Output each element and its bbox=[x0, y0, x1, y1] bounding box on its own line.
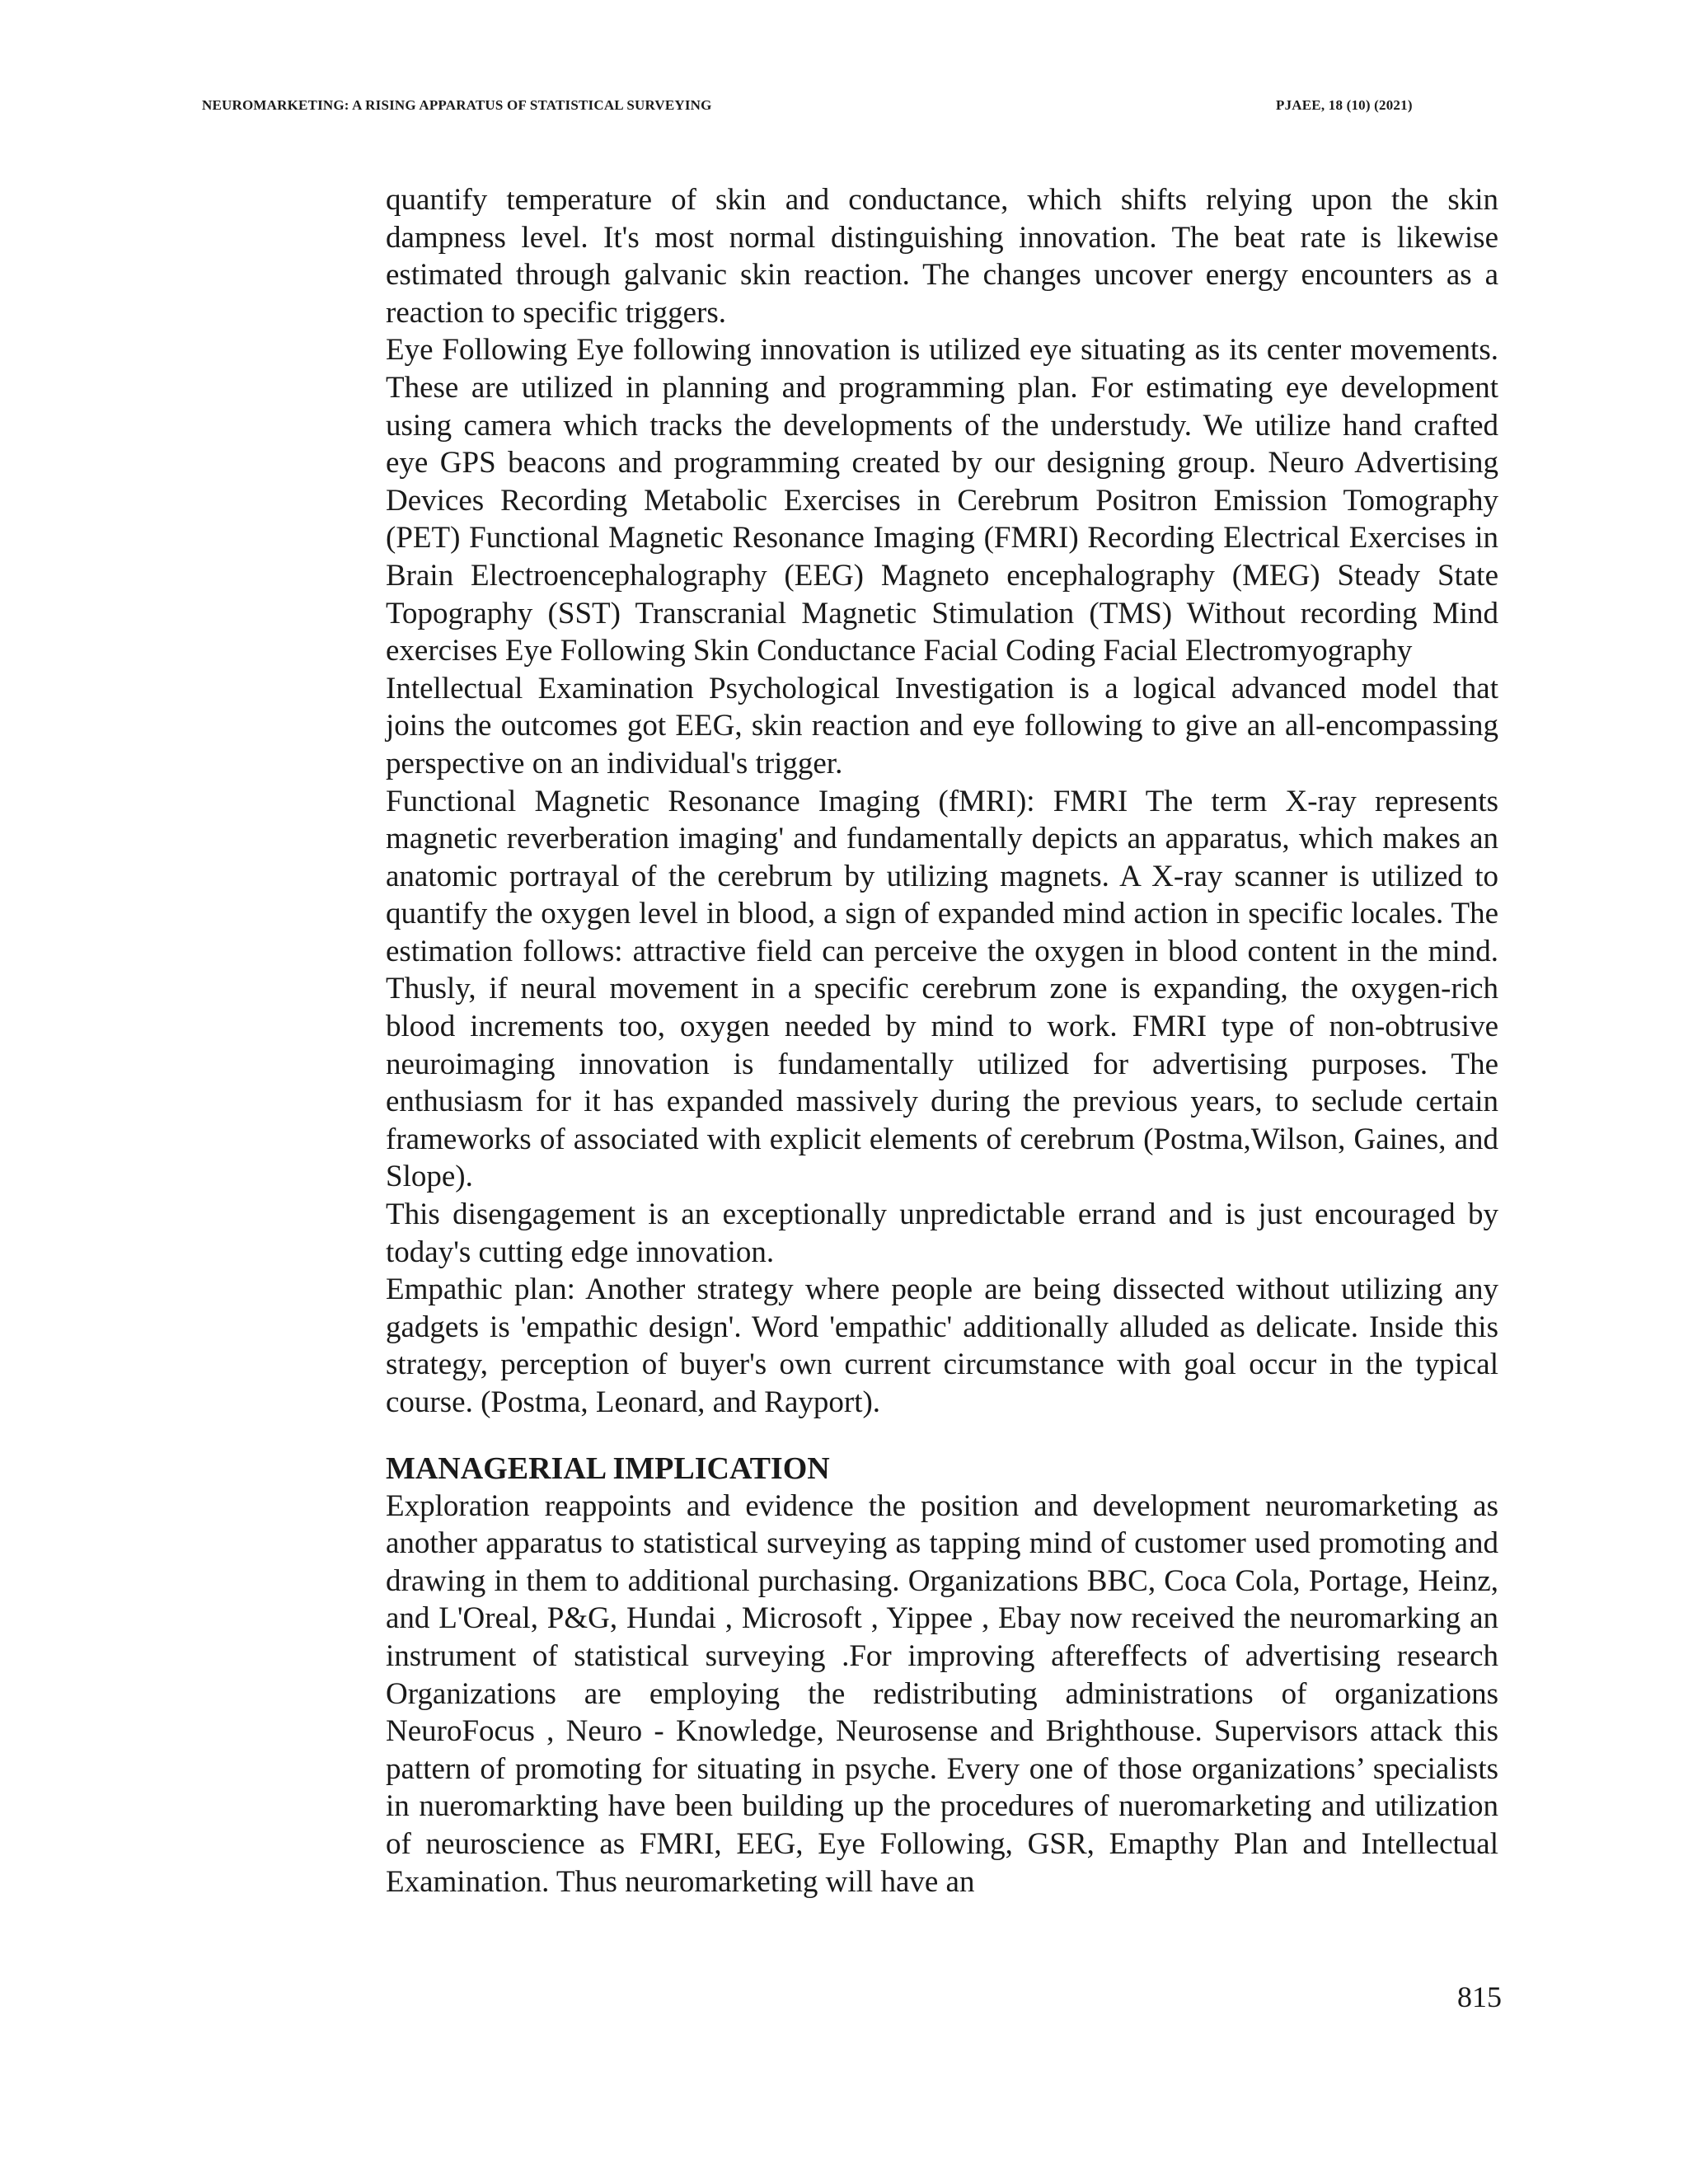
paragraph-intellectual-examination: Intellectual Examination Psychological Investigation is a logical advanced model that joins the outcomes got EEG, skin reaction and eye following to give an all-encompassing perspective on an individual's trigger. bbox=[386, 671, 1498, 780]
section-heading: MANAGERIAL IMPLICATION bbox=[386, 1451, 830, 1486]
article-body bbox=[386, 181, 1498, 1900]
paragraph-fmri: Functional Magnetic Resonance Imaging (fMRI): FMRI The term X-ray represents magnetic reverberation imaging' and fundamentally depicts an apparatus, which makes an anatomic portrayal of the cerebrum by utilizing magnets. A X-ray scanner is utilized to quantify the oxygen level in blood, a sign of expanded mind action in specific locales. The estimation follows: attractive field can perceive the oxygen in blood content in the mind. Thusly, if neural movement in a specific cerebrum zone is expanding, the oxygen-rich blood increments too, oxygen needed by mind to work. FMRI type of non-obtrusive neuroimaging innovation is fundamentally utilized for advertising purposes. The enthusiasm for it has expanded massively during the previous years, to seclude certain frameworks of associated with explicit elements of cerebrum (Postma,Wilson, Gaines, and Slope). bbox=[386, 784, 1498, 1194]
paragraph-skin-conductance: quantify temperature of skin and conductance, which shifts relying upon the skin dampness level. It's most normal distinguishing innovation. The beat rate is likewise estimated through galvanic skin reaction. The changes uncover energy encounters as a reaction to specific triggers. bbox=[386, 183, 1498, 330]
journal-reference: PJAEE, 18 (10) (2021) bbox=[1276, 97, 1413, 113]
running-title: NEUROMARKETING: A RISING APPARATUS OF STATISTICAL SURVEYING bbox=[202, 97, 712, 113]
page-number: 815 bbox=[1457, 1980, 1502, 2013]
paragraph-managerial-implication: Exploration reappoints and evidence the position and development neuromarketing as another apparatus to statistical surveying as tapping mind of customer used promoting and drawing in them to additional purchasing. Organizations BBC, Coca Cola, Portage, Heinz, and L'Oreal, P&G, Hundai , Microsoft , Yippee , Ebay now received the neuromarking an instrument of statistical surveying .For improving aftereffects of advertising research Organizations are employing the redistributing administrations of organizations NeuroFocus , Neuro - Knowledge, Neurosense and Brighthouse. Supervisors attack this pattern of promoting for situating in psyche. Every one of those organizations’ specialists in nueromarkting have been building up the procedures of nueromarketing and utilization of neuroscience as FMRI, EEG, Eye Following, GSR, Emapthy Plan and Intellectual Examination. Thus neuromarketing will have an bbox=[386, 1488, 1498, 1899]
paragraph-eye-following: Eye Following Eye following innovation is utilized eye situating as its center movements. These are utilized in planning and programming plan. For estimating eye development using camera which tracks the developments of the understudy. We utilize hand crafted eye GPS beacons and programming created by our designing group. Neuro Advertising Devices Recording Metabolic Exercises in Cerebrum Positron Emission Tomography (PET) Functional Magnetic Resonance Imaging (FMRI) Recording Electrical Exercises in Brain Electroencephalography (EEG) Magneto encephalography (MEG) Steady State Topography (SST) Transcranial Magnetic Stimulation (TMS) Without recording Mind exercises Eye Following Skin Conductance Facial Coding Facial Electromyography bbox=[386, 333, 1498, 668]
paragraph-disengagement: This disengagement is an exceptionally unpredictable errand and is just encouraged by today's cutting edge innovation. bbox=[386, 1197, 1498, 1269]
paragraph-empathic-plan: Empathic plan: Another strategy where people are being dissected without utilizing any gadgets is 'empathic design'. Word 'empathic' additionally alluded as delicate. Inside this strategy, perception of buyer's own current circumstance with goal occur in the typical course. (Postma, Leonard, and Rayport). bbox=[386, 1272, 1498, 1419]
